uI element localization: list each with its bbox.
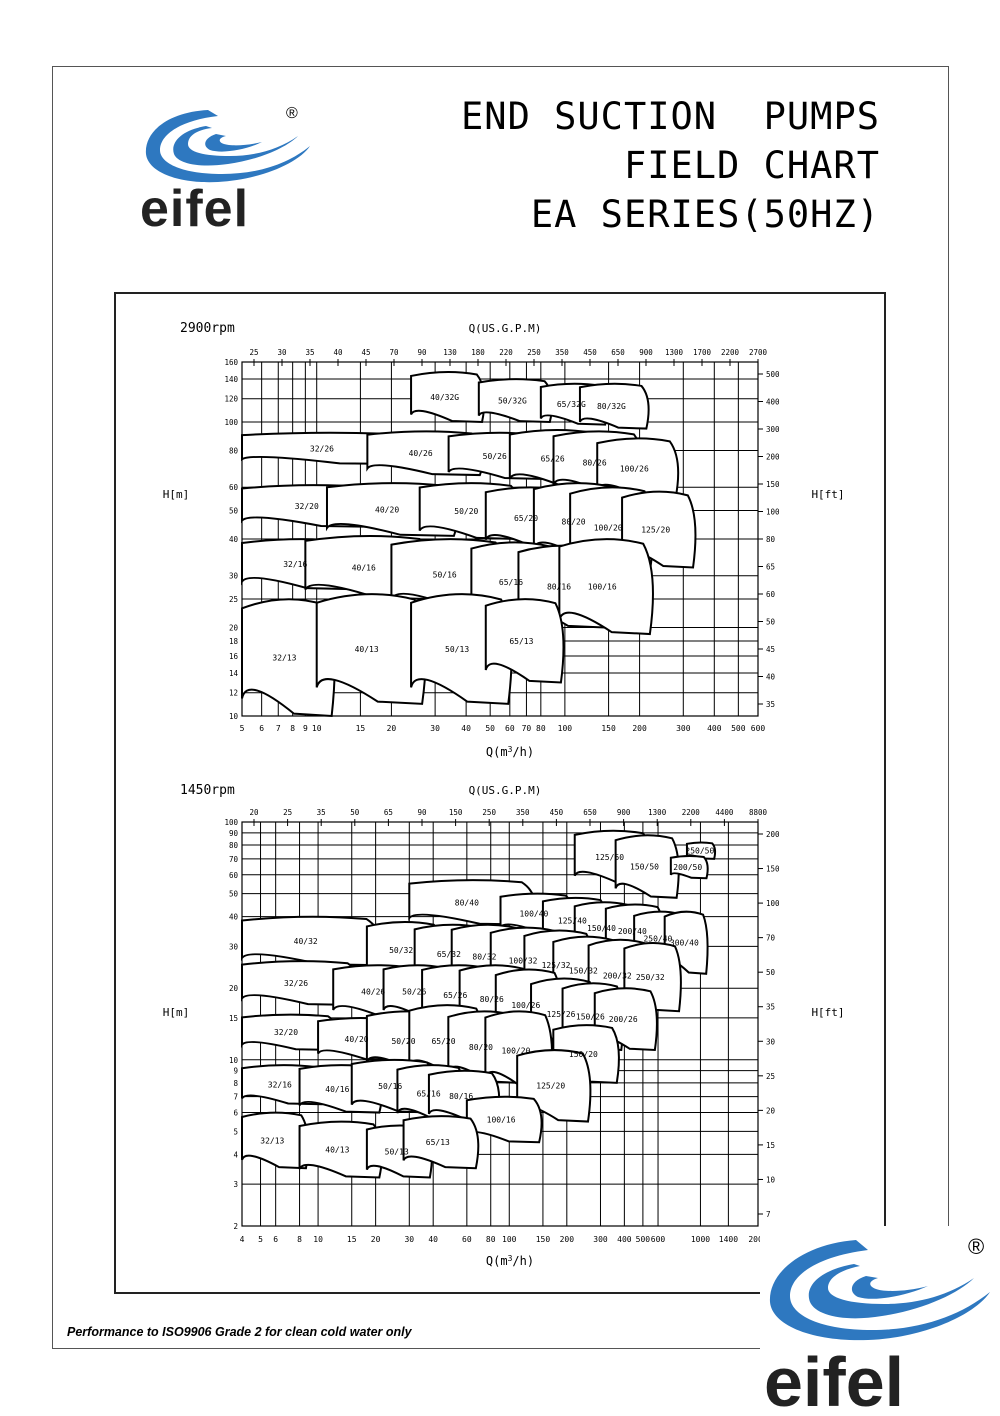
pump-label-65/13: 65/13 bbox=[509, 636, 534, 646]
top-tick-label: 25 bbox=[249, 348, 259, 357]
y-tick-label: 16 bbox=[228, 651, 238, 661]
x-tick-label: 4 bbox=[239, 1235, 245, 1244]
x-tick-label: 300 bbox=[593, 1235, 608, 1244]
y-tick-label: 20 bbox=[228, 623, 238, 633]
right-tick-label: 50 bbox=[766, 617, 776, 627]
y-tick-label: 5 bbox=[233, 1127, 238, 1137]
top-tick-label: 650 bbox=[611, 348, 625, 357]
pump-label-50/26: 50/26 bbox=[402, 987, 427, 997]
y-tick-label: 25 bbox=[228, 595, 238, 605]
top-tick-label: 2200 bbox=[681, 808, 700, 817]
top-tick-label: 40 bbox=[333, 348, 343, 357]
x-tick-label: 400 bbox=[617, 1235, 632, 1244]
x-axis-label: $Q(m^3/h)$ bbox=[485, 744, 535, 759]
pump-label-80/32: 80/32 bbox=[472, 952, 497, 962]
top-tick-label: 30 bbox=[277, 348, 287, 357]
speed-label: 2900rpm bbox=[180, 321, 235, 336]
pump-label-65/20: 65/20 bbox=[513, 514, 539, 524]
top-axis-label: Q(US.G.P.M) bbox=[468, 322, 542, 335]
right-tick-label: 150 bbox=[766, 864, 780, 874]
pump-label-40/20: 40/20 bbox=[375, 505, 400, 515]
pump-label-32/20: 32/20 bbox=[294, 501, 319, 511]
title-line-1: END SUCTION PUMPS bbox=[461, 95, 880, 138]
x-tick-label: 20 bbox=[386, 724, 397, 733]
pump-label-80/26: 80/26 bbox=[582, 458, 607, 468]
chart-1450rpm bbox=[239, 819, 763, 1268]
logo-wordmark: eifel bbox=[140, 180, 250, 238]
x-tick-label: 50 bbox=[485, 724, 495, 733]
x-tick-label: 500 bbox=[635, 1235, 651, 1244]
pump-label-40/20: 40/20 bbox=[344, 1034, 369, 1044]
right-tick-label: 100 bbox=[766, 507, 780, 517]
chart-2900rpm bbox=[239, 359, 763, 759]
right-tick-label: 300 bbox=[766, 425, 780, 434]
right-tick-label: 100 bbox=[766, 899, 780, 909]
x-tick-label: 30 bbox=[430, 724, 440, 733]
pump-label-200/26: 200/26 bbox=[608, 1015, 638, 1025]
pump-label-50/20: 50/20 bbox=[454, 507, 479, 517]
right-tick-label: 25 bbox=[766, 1071, 776, 1081]
top-tick-label: 130 bbox=[443, 348, 457, 357]
x-tick-label: 10 bbox=[313, 1235, 323, 1244]
y-tick-label: 140 bbox=[224, 375, 238, 385]
y-tick-label: 100 bbox=[224, 418, 238, 428]
top-tick-label: 90 bbox=[417, 348, 427, 357]
x-axis-label: $Q(m^3/h)$ bbox=[485, 1253, 535, 1268]
pump-label-125/20: 125/20 bbox=[536, 1081, 566, 1091]
right-tick-label: 40 bbox=[766, 672, 776, 682]
x-tick-label: 70 bbox=[521, 724, 532, 733]
x-tick-label: 150 bbox=[601, 724, 616, 733]
pump-label-100/16: 100/16 bbox=[486, 1115, 516, 1125]
pump-label-40/26: 40/26 bbox=[408, 449, 433, 459]
pump-label-40/26: 40/26 bbox=[361, 987, 386, 997]
x-tick-label: 15 bbox=[355, 724, 366, 733]
pump-label-150/26: 150/26 bbox=[575, 1012, 605, 1022]
top-tick-label: 25 bbox=[283, 808, 293, 817]
pump-label-50/26: 50/26 bbox=[482, 451, 507, 461]
pump-label-40/13: 40/13 bbox=[354, 644, 379, 654]
top-tick-label: 2700 bbox=[748, 348, 768, 357]
pump-label-125/26: 125/26 bbox=[546, 1010, 576, 1020]
top-tick-label: 180 bbox=[471, 348, 485, 357]
pump-label-80/16: 80/16 bbox=[449, 1092, 474, 1102]
pump-label-80/20: 80/20 bbox=[468, 1043, 494, 1053]
top-tick-label: 220 bbox=[499, 348, 513, 357]
pump-label-100/26: 100/26 bbox=[619, 464, 649, 474]
y-tick-label: 8 bbox=[233, 1078, 238, 1088]
pump-label-80/40: 80/40 bbox=[454, 898, 479, 908]
x-tick-label: 40 bbox=[461, 724, 471, 733]
top-tick-label: 250 bbox=[527, 348, 541, 357]
x-tick-label: 200 bbox=[559, 1235, 575, 1244]
y-tick-label: 9 bbox=[233, 1066, 238, 1076]
pump-label-40/13: 40/13 bbox=[325, 1145, 350, 1155]
right-tick-label: 200 bbox=[766, 830, 780, 839]
pump-label-50/20: 50/20 bbox=[391, 1036, 416, 1046]
pump-label-32/26: 32/26 bbox=[309, 444, 335, 454]
x-tick-label: 6 bbox=[259, 724, 265, 733]
pump-label-250/50: 250/50 bbox=[685, 846, 715, 856]
right-tick-label: 10 bbox=[766, 1175, 776, 1185]
registered-mark: ® bbox=[968, 1234, 985, 1259]
x-tick-label: 200 bbox=[632, 724, 647, 733]
y-tick-label: 80 bbox=[228, 841, 238, 851]
top-tick-label: 50 bbox=[350, 808, 360, 817]
speed-label: 1450rpm bbox=[180, 783, 235, 798]
pump-label-200/32: 200/32 bbox=[602, 971, 632, 981]
pump-label-40/32: 40/32 bbox=[293, 936, 318, 946]
y-tick-label: 10 bbox=[228, 712, 238, 721]
y-axis-label-left: H[m] bbox=[162, 488, 190, 501]
pump-label-150/20: 150/20 bbox=[568, 1049, 598, 1059]
x-tick-label: 600 bbox=[650, 1235, 666, 1244]
y-tick-label: 6 bbox=[233, 1108, 238, 1118]
registered-mark: ® bbox=[286, 105, 298, 122]
top-tick-label: 450 bbox=[583, 348, 597, 357]
top-tick-label: 35 bbox=[305, 348, 315, 357]
pump-label-100/40: 100/40 bbox=[519, 909, 549, 919]
pump-label-65/16: 65/16 bbox=[498, 577, 524, 587]
pump-label-100/26: 100/26 bbox=[511, 1001, 541, 1011]
x-tick-label: 30 bbox=[404, 1235, 415, 1244]
pump-label-40/32G: 40/32G bbox=[430, 392, 460, 402]
x-tick-label: 600 bbox=[750, 724, 766, 733]
right-tick-label: 60 bbox=[766, 590, 776, 599]
x-tick-label: 8 bbox=[297, 1235, 302, 1244]
right-tick-label: 7 bbox=[766, 1210, 771, 1219]
pump-label-40/16: 40/16 bbox=[351, 563, 376, 573]
right-tick-label: 35 bbox=[766, 1002, 776, 1012]
pump-label-125/32: 125/32 bbox=[541, 960, 571, 970]
x-tick-label: 150 bbox=[535, 1235, 551, 1244]
pump-label-80/26: 80/26 bbox=[479, 994, 504, 1004]
top-tick-label: 4400 bbox=[715, 808, 734, 817]
pump-label-50/32G: 50/32G bbox=[497, 396, 527, 406]
pump-label-50/16: 50/16 bbox=[378, 1082, 403, 1092]
pump-label-200/40: 200/40 bbox=[617, 926, 647, 936]
pump-label-32/13: 32/13 bbox=[260, 1136, 285, 1146]
pump-label-80/16: 80/16 bbox=[546, 582, 572, 592]
pump-label-150/40: 150/40 bbox=[587, 923, 616, 933]
top-tick-label: 70 bbox=[389, 348, 399, 357]
x-tick-label: 100 bbox=[557, 724, 573, 733]
y-tick-label: 70 bbox=[228, 854, 238, 864]
top-tick-label: 35 bbox=[316, 808, 326, 817]
footnote: Performance to ISO9906 Grade 2 for clean cold water only bbox=[67, 1325, 412, 1339]
x-tick-label: 15 bbox=[346, 1235, 357, 1244]
pump-label-150/32: 150/32 bbox=[568, 966, 598, 976]
pump-label-250/40: 250/40 bbox=[643, 934, 673, 944]
y-tick-label: 12 bbox=[228, 688, 238, 698]
right-tick-label: 20 bbox=[766, 1106, 776, 1116]
title-line-2: FIELD CHART bbox=[623, 144, 880, 187]
pump-label-32/16: 32/16 bbox=[267, 1080, 292, 1090]
pump-label-125/50: 125/50 bbox=[595, 853, 625, 863]
y-tick-label: 80 bbox=[228, 446, 238, 456]
right-tick-label: 70 bbox=[766, 933, 776, 943]
y-tick-label: 120 bbox=[224, 394, 238, 404]
y-tick-label: 30 bbox=[228, 942, 238, 952]
right-tick-label: 15 bbox=[766, 1140, 776, 1150]
y-tick-label: 7 bbox=[233, 1092, 238, 1102]
right-tick-label: 50 bbox=[766, 968, 776, 978]
y-tick-label: 10 bbox=[228, 1055, 238, 1065]
pump-label-32/20: 32/20 bbox=[273, 1028, 299, 1038]
y-tick-label: 50 bbox=[228, 506, 238, 516]
pump-label-65/32: 65/32 bbox=[436, 949, 461, 959]
top-axis-label: Q(US.G.P.M) bbox=[468, 784, 542, 797]
pump-label-100/20: 100/20 bbox=[593, 523, 623, 533]
pump-label-250/32: 250/32 bbox=[635, 973, 665, 983]
top-tick-label: 650 bbox=[583, 808, 597, 817]
right-tick-label: 45 bbox=[766, 645, 776, 654]
x-tick-label: 400 bbox=[707, 724, 722, 733]
x-tick-label: 80 bbox=[536, 724, 546, 733]
right-tick-label: 200 bbox=[766, 452, 780, 462]
x-tick-label: 5 bbox=[258, 1235, 263, 1244]
y-tick-label: 15 bbox=[228, 1013, 238, 1023]
eifel-logo-bottom bbox=[760, 1226, 1000, 1416]
x-tick-label: 5 bbox=[239, 724, 245, 733]
pump-label-65/26: 65/26 bbox=[443, 991, 468, 1001]
y-tick-label: 60 bbox=[228, 870, 238, 880]
pump-label-65/26: 65/26 bbox=[540, 454, 565, 464]
x-tick-label: 300 bbox=[676, 724, 691, 733]
pump-label-300/40: 300/40 bbox=[669, 938, 699, 948]
pump-label-32/16: 32/16 bbox=[283, 560, 308, 570]
pump-label-50/32: 50/32 bbox=[389, 946, 414, 956]
x-tick-label: 60 bbox=[462, 1235, 472, 1244]
pump-label-65/13: 65/13 bbox=[425, 1138, 450, 1148]
top-tick-label: 900 bbox=[616, 808, 631, 817]
top-tick-label: 90 bbox=[417, 808, 427, 817]
x-tick-label: 7 bbox=[275, 724, 281, 733]
y-tick-label: 20 bbox=[228, 984, 238, 994]
top-tick-label: 2200 bbox=[720, 348, 740, 357]
pump-label-65/32G: 65/32G bbox=[556, 400, 586, 410]
pump-label-65/16: 65/16 bbox=[416, 1089, 441, 1099]
x-tick-label: 9 bbox=[302, 724, 308, 733]
x-tick-label: 20 bbox=[370, 1235, 381, 1244]
swirl-icon bbox=[770, 1240, 990, 1340]
y-tick-label: 40 bbox=[228, 535, 238, 544]
top-tick-label: 65 bbox=[383, 808, 393, 817]
right-tick-label: 30 bbox=[766, 1037, 776, 1047]
logo-wordmark: eifel bbox=[764, 1343, 905, 1416]
y-axis-label-left: H[m] bbox=[162, 1006, 190, 1019]
top-tick-label: 1300 bbox=[664, 348, 684, 357]
y-tick-label: 160 bbox=[224, 358, 238, 367]
pump-label-125/20: 125/20 bbox=[641, 525, 671, 535]
top-tick-label: 900 bbox=[639, 348, 653, 357]
top-tick-label: 8800 bbox=[748, 808, 768, 817]
x-tick-label: 60 bbox=[505, 724, 515, 733]
right-tick-label: 500 bbox=[766, 370, 780, 379]
pump-label-150/50: 150/50 bbox=[630, 862, 659, 872]
x-tick-label: 40 bbox=[428, 1235, 439, 1244]
pump-label-50/16: 50/16 bbox=[432, 570, 457, 580]
pump-label-80/20: 80/20 bbox=[561, 517, 586, 527]
x-tick-label: 500 bbox=[731, 724, 746, 733]
top-tick-label: 1700 bbox=[692, 348, 712, 357]
top-tick-label: 350 bbox=[555, 348, 569, 357]
title-line-3: EA SERIES(50HZ) bbox=[530, 193, 880, 236]
y-tick-label: 14 bbox=[228, 669, 238, 679]
x-tick-label: 100 bbox=[502, 1235, 517, 1244]
top-tick-label: 150 bbox=[448, 808, 463, 817]
top-tick-label: 20 bbox=[249, 808, 259, 817]
y-tick-label: 90 bbox=[228, 828, 238, 838]
y-tick-label: 4 bbox=[233, 1150, 238, 1160]
x-tick-label: 2000 bbox=[748, 1235, 768, 1244]
x-tick-label: 1000 bbox=[690, 1235, 711, 1244]
pump-label-200/50: 200/50 bbox=[673, 863, 703, 873]
top-tick-label: 1300 bbox=[648, 808, 667, 817]
x-tick-label: 1400 bbox=[718, 1235, 739, 1244]
y-tick-label: 30 bbox=[228, 571, 238, 581]
x-tick-label: 6 bbox=[273, 1235, 279, 1244]
pump-label-100/32: 100/32 bbox=[508, 956, 538, 966]
pump-label-100/20: 100/20 bbox=[501, 1046, 531, 1056]
x-tick-label: 80 bbox=[485, 1235, 496, 1244]
pump-label-32/26: 32/26 bbox=[284, 979, 309, 989]
right-tick-label: 80 bbox=[766, 535, 776, 544]
pump-label-65/20: 65/20 bbox=[431, 1036, 456, 1046]
y-tick-label: 40 bbox=[228, 912, 238, 922]
pump-label-50/13: 50/13 bbox=[384, 1147, 409, 1157]
top-tick-label: 450 bbox=[549, 808, 564, 817]
right-tick-label: 65 bbox=[766, 562, 776, 572]
y-tick-label: 60 bbox=[228, 483, 238, 493]
pump-label-40/16: 40/16 bbox=[325, 1084, 350, 1094]
y-tick-label: 3 bbox=[233, 1180, 238, 1190]
top-tick-label: 250 bbox=[482, 808, 496, 817]
pump-label-32/13: 32/13 bbox=[272, 653, 297, 663]
y-tick-label: 18 bbox=[228, 636, 238, 646]
y-axis-label-right: H[ft] bbox=[811, 488, 845, 501]
right-tick-label: 400 bbox=[766, 397, 780, 407]
right-tick-label: 35 bbox=[766, 700, 776, 709]
top-tick-label: 45 bbox=[361, 348, 371, 357]
y-tick-label: 50 bbox=[228, 889, 238, 899]
y-tick-label: 2 bbox=[233, 1222, 238, 1231]
pump-label-80/32G: 80/32G bbox=[596, 402, 626, 412]
pump-label-125/40: 125/40 bbox=[557, 916, 587, 926]
y-axis-label-right: H[ft] bbox=[811, 1006, 845, 1019]
x-tick-label: 10 bbox=[311, 724, 322, 733]
right-tick-label: 150 bbox=[766, 480, 780, 489]
pump-label-50/13: 50/13 bbox=[445, 644, 470, 654]
top-tick-label: 350 bbox=[516, 808, 530, 817]
y-tick-label: 100 bbox=[224, 818, 238, 827]
pump-label-100/16: 100/16 bbox=[587, 582, 617, 592]
x-tick-label: 8 bbox=[290, 724, 296, 733]
